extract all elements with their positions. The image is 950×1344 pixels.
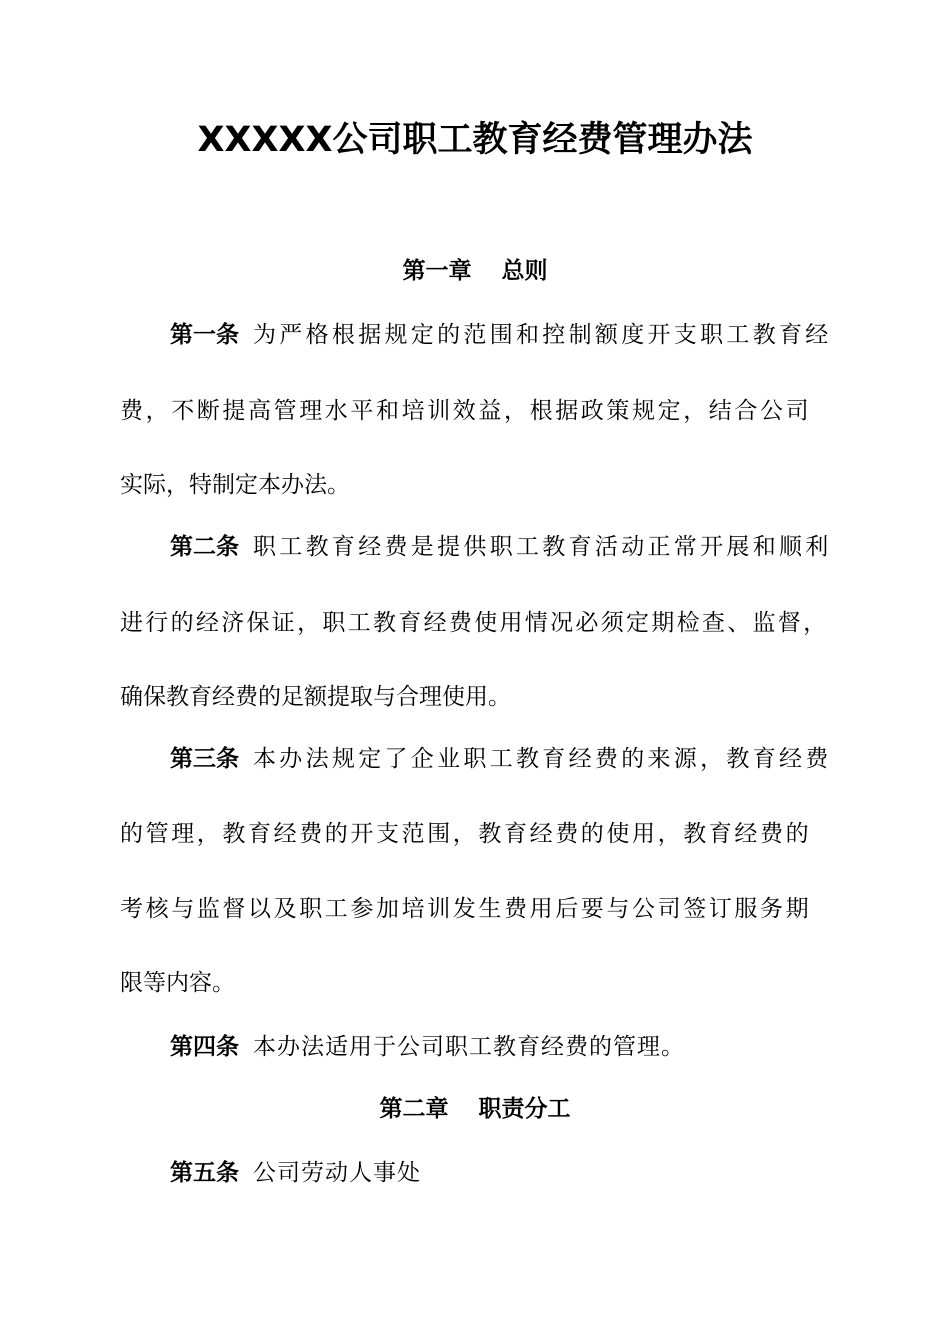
article-3-line-3: 考核与监督以及职工参加培训发生费用后要与公司签订服务期 (120, 896, 812, 922)
article-2-line-2: 进行的经济保证，职工教育经费使用情况必须定期检查、监督， (120, 610, 829, 636)
article-1-text-1: 为严格根据规定的范围和控制额度开支职工教育经 (253, 322, 832, 348)
article-2-text-1: 职工教育经费是提供职工教育活动正常开展和顺利 (253, 534, 832, 560)
chapter-1-label: 第一章 (402, 258, 472, 284)
chapter-2-label: 第二章 (379, 1096, 449, 1122)
article-4-text-1: 本办法适用于公司职工教育经费的管理。 (253, 1034, 685, 1060)
article-5-text-1: 公司劳动人事处 (253, 1160, 421, 1186)
article-3-label: 第三条 (170, 746, 239, 772)
article-1-label: 第一条 (170, 322, 239, 348)
article-3-line-4: 限等内容。 (120, 970, 235, 996)
article-2-label: 第二条 (170, 534, 239, 560)
document-title: XXXXX公司职工教育经费管理办法 (197, 120, 753, 160)
chapter-2-heading (0, 1090, 950, 1123)
article-3-text-1: 本办法规定了企业职工教育经费的来源，教育经费 (253, 746, 832, 772)
article-5-label: 第五条 (170, 1160, 239, 1186)
article-3-line-1 (170, 740, 832, 773)
chapter-1-heading (0, 252, 950, 285)
article-1-line-2: 费，不断提高管理水平和培训效益，根据政策规定，结合公司 (120, 398, 812, 424)
chapter-2-name: 职责分工 (478, 1096, 571, 1122)
article-4-label: 第四条 (170, 1034, 239, 1060)
article-3-line-2: 的管理，教育经费的开支范围，教育经费的使用，教育经费的 (120, 821, 812, 847)
article-1-line-3: 实际，特制定本办法。 (120, 472, 350, 498)
article-2-line-1 (170, 528, 832, 561)
article-2-line-3: 确保教育经费的足额提取与合理使用。 (120, 684, 511, 710)
article-1-line-1 (170, 316, 832, 349)
article-4-line-1 (170, 1028, 685, 1061)
chapter-1-name: 总则 (501, 258, 548, 284)
article-5-line-1 (170, 1154, 421, 1187)
